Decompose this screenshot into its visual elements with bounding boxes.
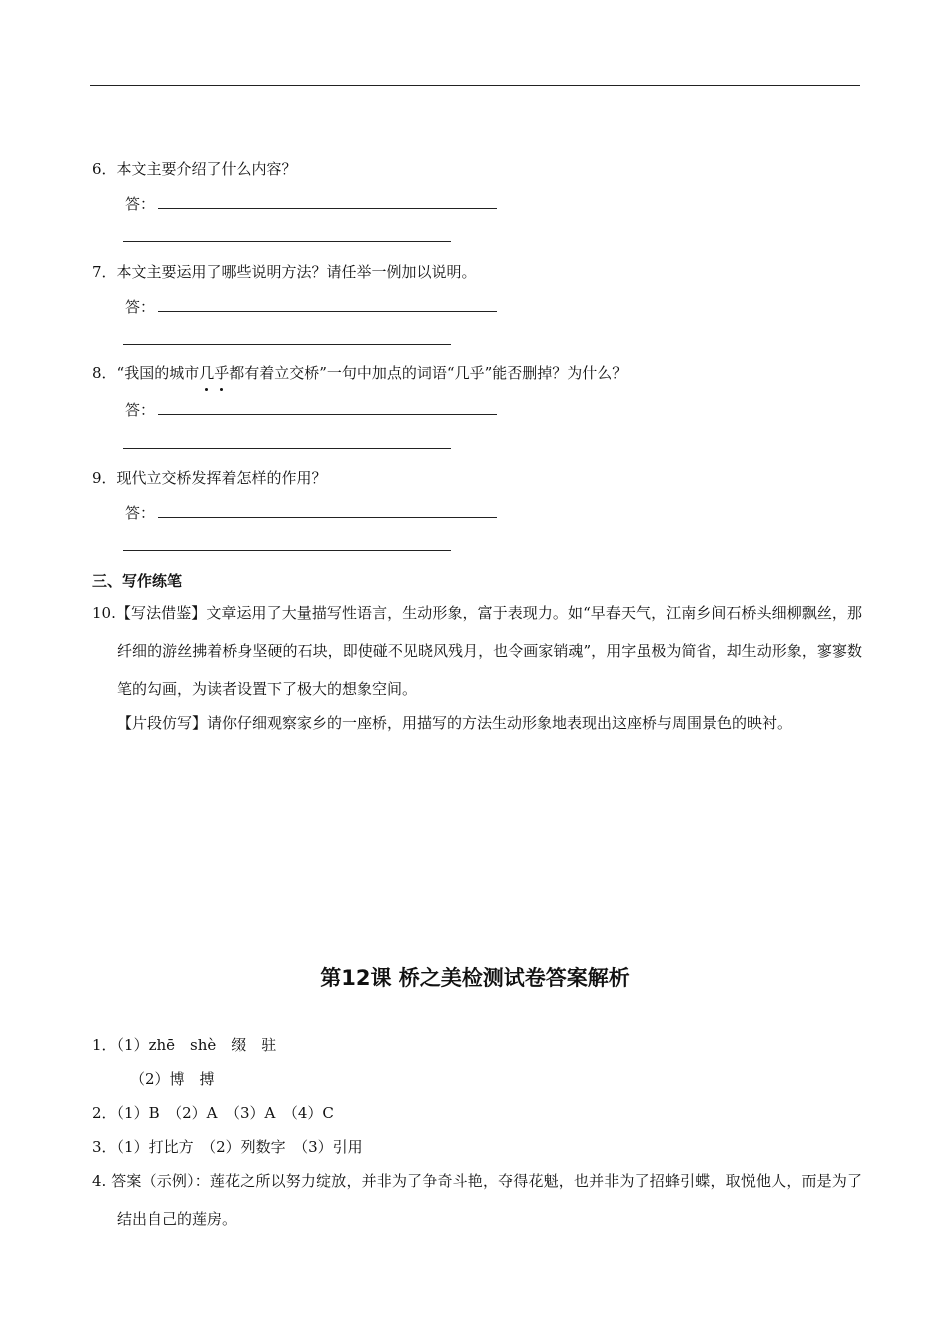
question-7: [92, 261, 477, 282]
answers-title: 第12课 桥之美检测试卷答案解析: [320, 966, 630, 990]
question-number: 10.: [92, 604, 116, 622]
answer-line[interactable]: [158, 517, 497, 518]
answer-4: 4. 答案（示例）：莲花之所以努力绽放，并非为了争奇斗艳，夺得花魁，也并非为了招蜂引蝶，取悦他人，而是为了结出自己的莲房。: [92, 1172, 862, 1228]
emphasis-dots: [199, 388, 229, 391]
answer-line[interactable]: [123, 241, 451, 242]
question-10-task: 【片段仿写】请你仔细观察家乡的一座桥，用描写的方法生动形象地表现出这座桥与周围景色的映衬。: [117, 714, 793, 732]
question-number: 9．: [92, 469, 117, 487]
answer-line[interactable]: [123, 550, 451, 551]
answer-1-line-1: 1．（1）zhē shè 缀 驻: [92, 1036, 277, 1054]
question-9: [92, 467, 327, 488]
answer-line[interactable]: [158, 208, 497, 209]
answer-label: 答：: [125, 195, 156, 213]
question-6: [92, 158, 297, 179]
header-rule: [90, 85, 860, 86]
question-text-rest: 都有着立交桥”一句中加点的词语“几乎”能否删掉？为什么？: [229, 364, 628, 382]
answer-line[interactable]: [123, 448, 451, 449]
question-text: “我国的城市: [116, 364, 200, 382]
answer-label: 答：: [125, 298, 156, 316]
answer-2: 2．（1）B （2）A （3）A （4）C: [92, 1104, 334, 1122]
question-text: 本文主要运用了哪些说明方法？请任举一例加以说明。: [116, 263, 477, 281]
question-number: 8．: [92, 364, 117, 382]
emphasized-word: 几乎: [199, 362, 229, 383]
question-text: 本文主要介绍了什么内容？: [116, 160, 297, 178]
question-8: [92, 362, 627, 383]
answer-line[interactable]: [158, 311, 497, 312]
answer-line[interactable]: [158, 414, 497, 415]
question-number: 6．: [92, 160, 117, 178]
section-heading: 三、写作练笔: [92, 572, 183, 590]
question-text: 【写法借鉴】文章运用了大量描写性语言，生动形象，富于表现力。如“早春天气，江南乡间石桥头细柳飘丝，那纤细的游丝拂着桥身坚硬的石块，即使碰不见晓风残月，也令画家销魂”，用字虽极为简省，却生动形象，寥寥数笔的勾画，为读者设置下了极大的想象空间。: [115, 604, 862, 698]
answer-line[interactable]: [123, 344, 451, 345]
question-text: 现代立交桥发挥着怎样的作用？: [116, 469, 327, 487]
answer-3: 3．（1）打比方 （2）列数字 （3）引用: [92, 1138, 363, 1156]
question-number: 7．: [92, 263, 117, 281]
answer-1-line-2: （2）博 搏: [130, 1070, 215, 1088]
question-10: [92, 594, 862, 708]
answer-label: 答：: [125, 401, 156, 419]
answer-label: 答：: [125, 504, 156, 522]
